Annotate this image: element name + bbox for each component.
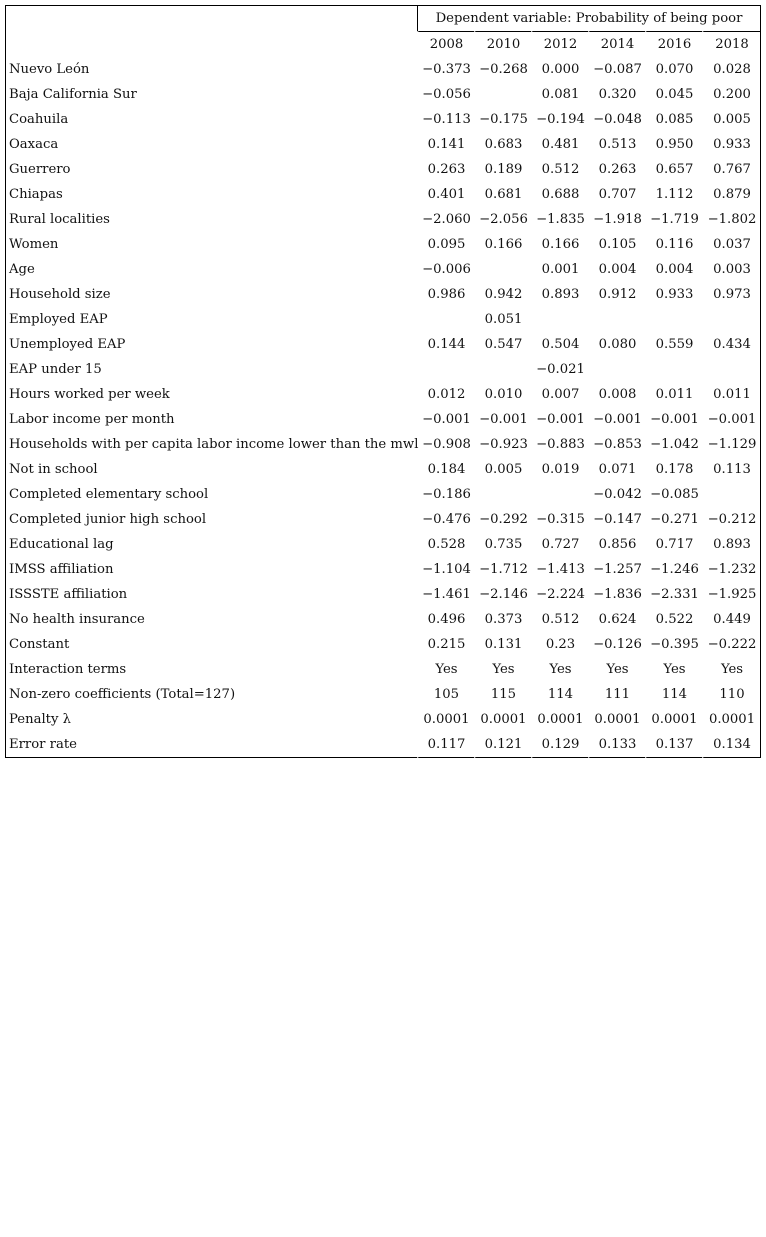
- coefficient-cell: 0.528: [417, 532, 474, 557]
- table-row: [5, 682, 761, 707]
- coefficient-cell: 0.522: [645, 607, 702, 632]
- table-row: [5, 182, 761, 207]
- row-label: Baja California Sur: [5, 82, 417, 107]
- table-row: [5, 282, 761, 307]
- coefficient-cell: −1.232: [702, 557, 761, 582]
- coefficient-cell: −0.212: [702, 507, 761, 532]
- table-row: [5, 732, 761, 758]
- coefficient-cell: −1.246: [645, 557, 702, 582]
- header-row-years: [5, 31, 761, 57]
- row-label: Coahuila: [5, 107, 417, 132]
- coefficient-cell: Yes: [417, 657, 474, 682]
- coefficient-cell: 0.893: [531, 282, 588, 307]
- coefficient-cell: −2.224: [531, 582, 588, 607]
- coefficient-cell: 0.004: [588, 257, 645, 282]
- coefficient-cell: 0.019: [531, 457, 588, 482]
- coefficient-cell: 0.095: [417, 232, 474, 257]
- row-label: Oaxaca: [5, 132, 417, 157]
- coefficient-cell: −0.315: [531, 507, 588, 532]
- coefficient-cell: 0.401: [417, 182, 474, 207]
- coefficient-cell: 0.263: [588, 157, 645, 182]
- row-label: Not in school: [5, 457, 417, 482]
- coefficient-cell: 0.559: [645, 332, 702, 357]
- table-row: [5, 582, 761, 607]
- row-label: Constant: [5, 632, 417, 657]
- coefficient-cell: [645, 307, 702, 332]
- table-row: [5, 207, 761, 232]
- coefficient-cell: Yes: [531, 657, 588, 682]
- year-header: 2016: [645, 31, 702, 57]
- coefficient-cell: 114: [645, 682, 702, 707]
- coefficient-cell: 0.105: [588, 232, 645, 257]
- coefficient-cell: 0.008: [588, 382, 645, 407]
- coefficient-cell: 0.727: [531, 532, 588, 557]
- coefficient-cell: 1.112: [645, 182, 702, 207]
- coefficient-cell: 0.133: [588, 732, 645, 758]
- coefficient-cell: 0.004: [645, 257, 702, 282]
- year-header: 2018: [702, 31, 761, 57]
- coefficient-cell: 0.005: [474, 457, 531, 482]
- coefficient-cell: 0.0001: [588, 707, 645, 732]
- row-label: Unemployed EAP: [5, 332, 417, 357]
- table-body: [5, 5, 761, 758]
- coefficient-cell: −0.048: [588, 107, 645, 132]
- table-row: [5, 257, 761, 282]
- coefficient-cell: 0.0001: [417, 707, 474, 732]
- coefficient-cell: 0.434: [702, 332, 761, 357]
- table-row: [5, 157, 761, 182]
- coefficient-cell: 0.912: [588, 282, 645, 307]
- coefficient-cell: 0.003: [702, 257, 761, 282]
- coefficient-cell: 0.688: [531, 182, 588, 207]
- coefficient-cell: −0.268: [474, 57, 531, 82]
- coefficient-cell: [645, 357, 702, 382]
- dependent-variable-header: Dependent variable: Probability of being poor: [417, 5, 761, 31]
- coefficient-cell: 0.0001: [702, 707, 761, 732]
- coefficient-cell: 0.624: [588, 607, 645, 632]
- coefficient-cell: −0.222: [702, 632, 761, 657]
- row-label: Household size: [5, 282, 417, 307]
- coefficient-cell: 0.0001: [645, 707, 702, 732]
- coefficient-cell: −1.042: [645, 432, 702, 457]
- coefficient-cell: 0.717: [645, 532, 702, 557]
- coefficient-cell: [474, 357, 531, 382]
- coefficient-cell: 0.683: [474, 132, 531, 157]
- coefficient-cell: 0.893: [702, 532, 761, 557]
- row-label: Employed EAP: [5, 307, 417, 332]
- coefficient-cell: −0.001: [645, 407, 702, 432]
- coefficient-cell: 0.141: [417, 132, 474, 157]
- table-row: [5, 607, 761, 632]
- coefficient-cell: −0.194: [531, 107, 588, 132]
- coefficient-cell: 0.735: [474, 532, 531, 557]
- coefficient-cell: 0.011: [645, 382, 702, 407]
- coefficient-cell: −0.853: [588, 432, 645, 457]
- row-label: EAP under 15: [5, 357, 417, 382]
- coefficient-cell: 0.051: [474, 307, 531, 332]
- row-label: Women: [5, 232, 417, 257]
- table-row: [5, 232, 761, 257]
- coefficient-cell: [474, 82, 531, 107]
- coefficient-cell: 114: [531, 682, 588, 707]
- coefficient-cell: −0.042: [588, 482, 645, 507]
- coefficient-cell: [702, 482, 761, 507]
- coefficient-cell: 0.200: [702, 82, 761, 107]
- coefficient-cell: 0.320: [588, 82, 645, 107]
- row-label: Completed elementary school: [5, 482, 417, 507]
- coefficient-cell: 115: [474, 682, 531, 707]
- coefficient-cell: −2.060: [417, 207, 474, 232]
- row-label: Chiapas: [5, 182, 417, 207]
- coefficient-cell: [702, 357, 761, 382]
- coefficient-cell: −0.271: [645, 507, 702, 532]
- coefficient-cell: −1.129: [702, 432, 761, 457]
- coefficient-cell: −2.331: [645, 582, 702, 607]
- coefficient-cell: 0.933: [702, 132, 761, 157]
- table-row: [5, 557, 761, 582]
- coefficient-cell: 0.0001: [474, 707, 531, 732]
- coefficient-cell: 105: [417, 682, 474, 707]
- row-label: Error rate: [5, 732, 417, 758]
- coefficient-cell: −1.918: [588, 207, 645, 232]
- coefficient-cell: 0.166: [531, 232, 588, 257]
- coefficient-cell: −0.006: [417, 257, 474, 282]
- coefficient-cell: −0.175: [474, 107, 531, 132]
- coefficient-cell: 0.373: [474, 607, 531, 632]
- coefficient-cell: [531, 482, 588, 507]
- coefficient-cell: 0.007: [531, 382, 588, 407]
- row-label: Non-zero coefficients (Total=127): [5, 682, 417, 707]
- coefficient-cell: −1.104: [417, 557, 474, 582]
- coefficient-cell: 0.134: [702, 732, 761, 758]
- coefficient-cell: −0.292: [474, 507, 531, 532]
- coefficient-cell: −1.461: [417, 582, 474, 607]
- row-label: Hours worked per week: [5, 382, 417, 407]
- row-label: Educational lag: [5, 532, 417, 557]
- table-row: [5, 632, 761, 657]
- coefficient-cell: Yes: [645, 657, 702, 682]
- coefficient-cell: −0.373: [417, 57, 474, 82]
- regression-results-table: [5, 5, 761, 758]
- coefficient-cell: 0.005: [702, 107, 761, 132]
- coefficient-cell: 0.0001: [531, 707, 588, 732]
- header-empty-cell: [5, 31, 417, 57]
- row-label: Age: [5, 257, 417, 282]
- coefficient-cell: 0.070: [645, 57, 702, 82]
- coefficient-cell: −0.087: [588, 57, 645, 82]
- row-label: Labor income per month: [5, 407, 417, 432]
- coefficient-cell: 111: [588, 682, 645, 707]
- row-label: Completed junior high school: [5, 507, 417, 532]
- row-label: ISSSTE affiliation: [5, 582, 417, 607]
- coefficient-cell: Yes: [474, 657, 531, 682]
- year-header: 2012: [531, 31, 588, 57]
- coefficient-cell: Yes: [702, 657, 761, 682]
- coefficient-cell: [588, 357, 645, 382]
- row-label: Penalty λ: [5, 707, 417, 732]
- row-label: Guerrero: [5, 157, 417, 182]
- coefficient-cell: 0.117: [417, 732, 474, 758]
- coefficient-cell: 0.950: [645, 132, 702, 157]
- coefficient-cell: 0.513: [588, 132, 645, 157]
- header-empty-cell: [5, 5, 417, 31]
- coefficient-cell: −1.712: [474, 557, 531, 582]
- coefficient-cell: 0.496: [417, 607, 474, 632]
- table-row: [5, 707, 761, 732]
- coefficient-cell: −0.001: [417, 407, 474, 432]
- year-header: 2014: [588, 31, 645, 57]
- coefficient-cell: 0.080: [588, 332, 645, 357]
- coefficient-cell: 0.512: [531, 157, 588, 182]
- year-header: 2010: [474, 31, 531, 57]
- table-row: [5, 482, 761, 507]
- year-header: 2008: [417, 31, 474, 57]
- coefficient-cell: −0.001: [531, 407, 588, 432]
- coefficient-cell: 0.767: [702, 157, 761, 182]
- coefficient-cell: −0.923: [474, 432, 531, 457]
- coefficient-cell: 0.144: [417, 332, 474, 357]
- coefficient-cell: −0.085: [645, 482, 702, 507]
- coefficient-cell: −2.056: [474, 207, 531, 232]
- row-label: Interaction terms: [5, 657, 417, 682]
- coefficient-cell: −1.257: [588, 557, 645, 582]
- coefficient-cell: 0.113: [702, 457, 761, 482]
- coefficient-cell: 0.856: [588, 532, 645, 557]
- coefficient-cell: −2.146: [474, 582, 531, 607]
- coefficient-cell: 0.001: [531, 257, 588, 282]
- coefficient-cell: 0.131: [474, 632, 531, 657]
- coefficient-cell: 0.986: [417, 282, 474, 307]
- coefficient-cell: −0.001: [588, 407, 645, 432]
- coefficient-cell: −1.836: [588, 582, 645, 607]
- coefficient-cell: 0.504: [531, 332, 588, 357]
- coefficient-cell: −0.001: [474, 407, 531, 432]
- coefficient-cell: 0.657: [645, 157, 702, 182]
- coefficient-cell: 0.449: [702, 607, 761, 632]
- coefficient-cell: −0.883: [531, 432, 588, 457]
- coefficient-cell: 0.23: [531, 632, 588, 657]
- coefficient-cell: 0.085: [645, 107, 702, 132]
- coefficient-cell: −0.021: [531, 357, 588, 382]
- coefficient-cell: 0.137: [645, 732, 702, 758]
- table-row: [5, 657, 761, 682]
- coefficient-cell: 0.707: [588, 182, 645, 207]
- coefficient-cell: −1.802: [702, 207, 761, 232]
- table-row: [5, 457, 761, 482]
- coefficient-cell: 0.942: [474, 282, 531, 307]
- coefficient-cell: 0.681: [474, 182, 531, 207]
- table-row: [5, 357, 761, 382]
- coefficient-cell: 0.012: [417, 382, 474, 407]
- table-row: [5, 507, 761, 532]
- coefficient-cell: [417, 357, 474, 382]
- coefficient-cell: 0.481: [531, 132, 588, 157]
- row-label: No health insurance: [5, 607, 417, 632]
- coefficient-cell: 0.028: [702, 57, 761, 82]
- table-row: [5, 532, 761, 557]
- table-row: [5, 132, 761, 157]
- coefficient-cell: 0.116: [645, 232, 702, 257]
- coefficient-cell: [531, 307, 588, 332]
- coefficient-cell: −0.113: [417, 107, 474, 132]
- row-label: Households with per capita labor income lower than the mwl: [5, 432, 417, 457]
- coefficient-cell: 0.879: [702, 182, 761, 207]
- coefficient-cell: 0.973: [702, 282, 761, 307]
- coefficient-cell: 0.000: [531, 57, 588, 82]
- coefficient-cell: −0.056: [417, 82, 474, 107]
- coefficient-cell: 0.178: [645, 457, 702, 482]
- coefficient-cell: 0.547: [474, 332, 531, 357]
- coefficient-cell: −1.925: [702, 582, 761, 607]
- coefficient-cell: −0.186: [417, 482, 474, 507]
- table-row: [5, 57, 761, 82]
- row-label: IMSS affiliation: [5, 557, 417, 582]
- coefficient-cell: −0.126: [588, 632, 645, 657]
- coefficient-cell: 0.037: [702, 232, 761, 257]
- coefficient-cell: 0.045: [645, 82, 702, 107]
- coefficient-cell: [588, 307, 645, 332]
- table-row: [5, 107, 761, 132]
- coefficient-cell: −0.147: [588, 507, 645, 532]
- table-row: [5, 382, 761, 407]
- coefficient-cell: 110: [702, 682, 761, 707]
- coefficient-cell: −0.476: [417, 507, 474, 532]
- table-row: [5, 332, 761, 357]
- coefficient-cell: 0.512: [531, 607, 588, 632]
- coefficient-cell: 0.166: [474, 232, 531, 257]
- coefficient-cell: −0.908: [417, 432, 474, 457]
- coefficient-cell: 0.071: [588, 457, 645, 482]
- row-label: Rural localities: [5, 207, 417, 232]
- coefficient-cell: −1.719: [645, 207, 702, 232]
- table-row: [5, 307, 761, 332]
- coefficient-cell: 0.215: [417, 632, 474, 657]
- coefficient-cell: −1.413: [531, 557, 588, 582]
- coefficient-cell: Yes: [588, 657, 645, 682]
- coefficient-cell: [417, 307, 474, 332]
- coefficient-cell: 0.121: [474, 732, 531, 758]
- coefficient-cell: 0.184: [417, 457, 474, 482]
- coefficient-cell: 0.189: [474, 157, 531, 182]
- coefficient-cell: [474, 257, 531, 282]
- coefficient-cell: [702, 307, 761, 332]
- coefficient-cell: 0.933: [645, 282, 702, 307]
- coefficient-cell: 0.010: [474, 382, 531, 407]
- table-row: [5, 407, 761, 432]
- coefficient-cell: −0.001: [702, 407, 761, 432]
- coefficient-cell: 0.081: [531, 82, 588, 107]
- coefficient-cell: 0.129: [531, 732, 588, 758]
- table-row: [5, 82, 761, 107]
- header-row-dependent-variable: [5, 5, 761, 31]
- coefficient-cell: 0.011: [702, 382, 761, 407]
- coefficient-cell: 0.263: [417, 157, 474, 182]
- row-label: Nuevo León: [5, 57, 417, 82]
- coefficient-cell: −1.835: [531, 207, 588, 232]
- table-row: [5, 432, 761, 457]
- coefficient-cell: −0.395: [645, 632, 702, 657]
- coefficient-cell: [474, 482, 531, 507]
